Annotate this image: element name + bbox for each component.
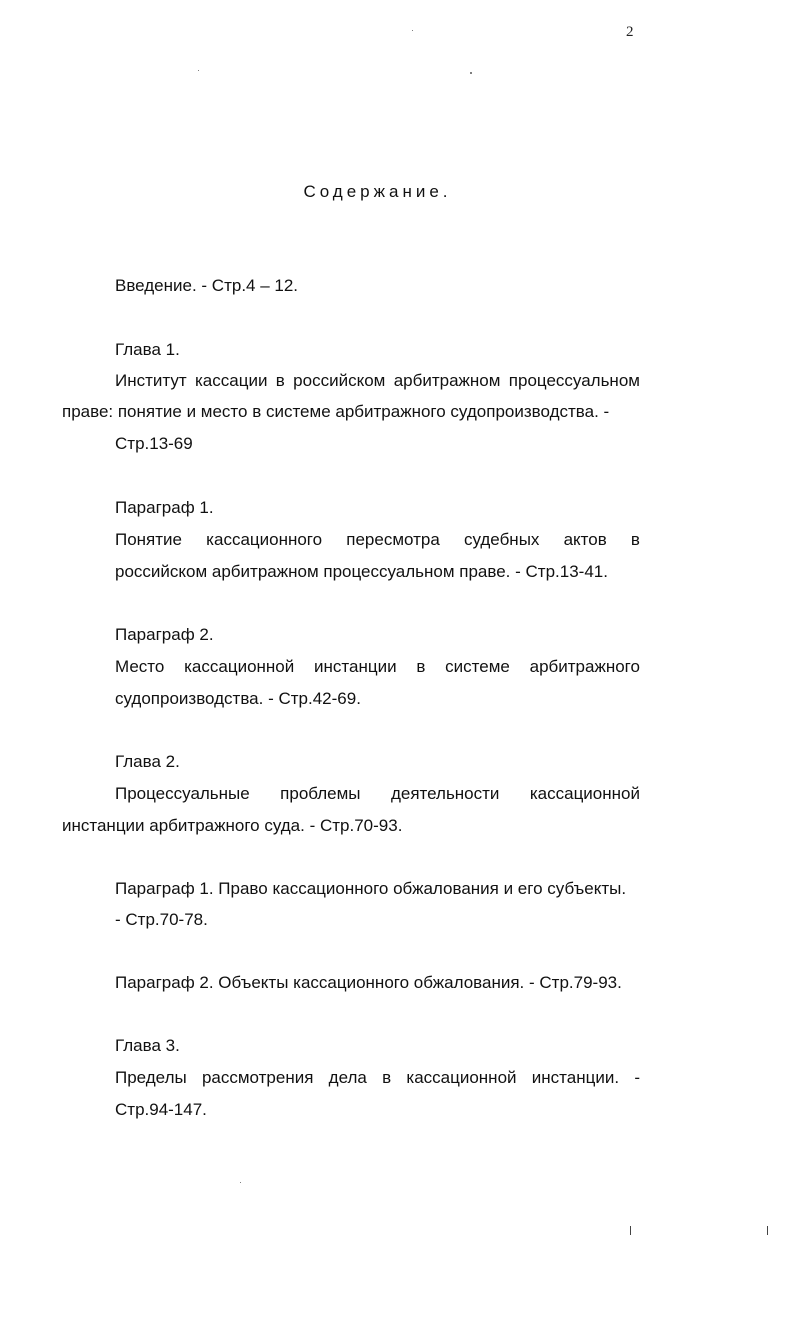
- word: в: [630, 530, 640, 549]
- page-number: 2: [626, 24, 634, 40]
- word: Процессуальные: [115, 784, 250, 803]
- word: Место: [115, 657, 165, 676]
- word: в: [275, 371, 285, 390]
- scan-speck: [198, 70, 199, 71]
- scan-speck: [412, 30, 413, 31]
- document-title: Содержание.: [303, 182, 452, 201]
- word: процессуальном: [508, 371, 640, 390]
- scan-speck: [240, 1182, 241, 1183]
- chapter-1-paragraph-1-line-1: [115, 530, 640, 550]
- chapter-3-pages: Стр.94-147.: [115, 1100, 207, 1119]
- word: кассационной: [406, 1068, 517, 1087]
- chapter-1-heading: Глава 1.: [115, 340, 180, 359]
- toc-entry-introduction: Введение. - Стр.4 – 12.: [115, 276, 299, 295]
- chapter-1-pages: Стр.13-69: [115, 434, 193, 453]
- chapter-3-title-line-1: [115, 1068, 640, 1088]
- word: в: [382, 1068, 392, 1087]
- word: кассационной: [184, 657, 295, 676]
- chapter-2-paragraph-1-line-1: Параграф 1. Право кассационного обжалования и его субъекты.: [115, 879, 627, 898]
- word: -: [634, 1068, 640, 1087]
- chapter-2-title-line-2: инстанции арбитражного суда. - Стр.70-93.: [62, 816, 403, 835]
- scan-tick: [767, 1226, 768, 1235]
- word: Институт: [115, 371, 187, 390]
- chapter-1-title-line-2: праве: понятие и место в системе арбитражного судопроизводства. -: [62, 402, 610, 421]
- word: системе: [445, 657, 510, 676]
- word: арбитражного: [529, 657, 640, 676]
- word: рассмотрения: [201, 1068, 314, 1087]
- word: кассационного: [206, 530, 323, 549]
- scan-tick: [630, 1226, 631, 1235]
- chapter-3-heading: Глава 3.: [115, 1036, 180, 1055]
- word: Пределы: [115, 1068, 187, 1087]
- chapter-1-title-line-1: [115, 371, 640, 391]
- chapter-1-paragraph-1-heading: Параграф 1.: [115, 498, 214, 517]
- word: российском: [293, 371, 386, 390]
- word: в: [416, 657, 426, 676]
- chapter-2-paragraph-1-line-2: - Стр.70-78.: [115, 910, 208, 929]
- word: кассационной: [529, 784, 640, 803]
- word: судебных: [463, 530, 540, 549]
- word: арбитражном: [393, 371, 501, 390]
- chapter-1-paragraph-2-line-2: судопроизводства. - Стр.42-69.: [115, 689, 361, 708]
- word: проблемы: [280, 784, 361, 803]
- word: актов: [563, 530, 607, 549]
- word: инстанции: [314, 657, 397, 676]
- scan-speck: [470, 72, 472, 74]
- word: дела: [328, 1068, 367, 1087]
- chapter-2-title-line-1: [115, 784, 640, 804]
- chapter-2-heading: Глава 2.: [115, 752, 180, 771]
- chapter-1-paragraph-2-line-1: [115, 657, 640, 677]
- chapter-2-paragraph-2-line-1: Параграф 2. Объекты кассационного обжалования. - Стр.79-93.: [115, 973, 622, 992]
- chapter-1-paragraph-1-line-2: российском арбитражном процессуальном праве. - Стр.13-41.: [115, 562, 608, 581]
- word: Понятие: [115, 530, 183, 549]
- word: деятельности: [390, 784, 500, 803]
- word: пересмотра: [346, 530, 440, 549]
- word: инстанции.: [531, 1068, 620, 1087]
- chapter-1-paragraph-2-heading: Параграф 2.: [115, 625, 214, 644]
- word: кассации: [195, 371, 268, 390]
